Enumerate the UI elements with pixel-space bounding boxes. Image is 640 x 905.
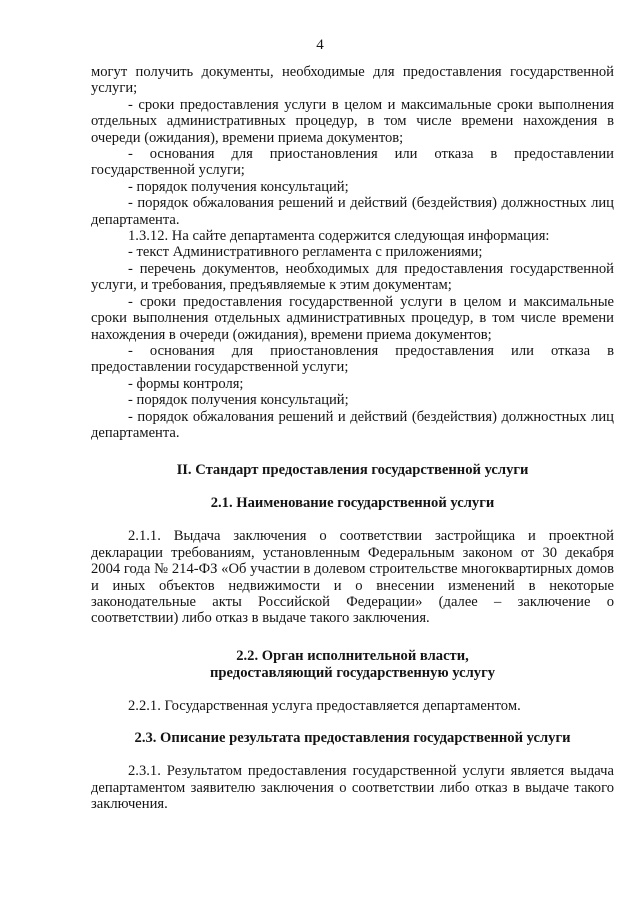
page-number: 4 xyxy=(316,37,324,53)
paragraph: - сроки предоставления государственной услуги в целом и максимальные сроки выполнения отдельных административных процедур, в том числе времени нахождения в очереди (ожидания), времени приема документов; xyxy=(91,293,614,343)
heading-2-3: 2.3. Описание результата предоставления государственной услуги xyxy=(134,730,571,747)
chapter-title: II. Стандарт предоставления государственной услуги xyxy=(176,462,529,479)
paragraph: - порядок обжалования решений и действий (бездействия) должностных лиц департамента. xyxy=(91,195,614,228)
paragraph: - перечень документов, необходимых для предоставления государственной услуги, и требования, предъявляемые к этим документам; xyxy=(91,260,614,294)
paragraph: - сроки предоставления услуги в целом и максимальные сроки выполнения отдельных административных процедур, в том числе времени нахождения в очереди (ожидания), времени приема документов; xyxy=(91,96,614,146)
heading-2-2-line1: 2.2. Орган исполнительной власти, xyxy=(236,647,469,664)
heading-2-2-line2: предоставляющий государственную услугу xyxy=(210,664,495,681)
paragraph-2-3-1: 2.3.1. Результатом предоставления государственной услуги является выдача департаментом заявителю заключения о соответствии либо отказ в выдаче такого заключения. xyxy=(91,763,614,812)
paragraph-2-2-1: 2.2.1. Государственная услуга предоставляется департаментом. xyxy=(128,697,521,714)
paragraph: - формы контроля; xyxy=(128,375,244,392)
paragraph: - основания для приостановления предоставления или отказа в предоставлении государственной услуги; xyxy=(91,342,614,376)
paragraph: - порядок получения консультаций; xyxy=(128,178,349,195)
paragraph: - текст Административного регламента с приложениями; xyxy=(128,244,483,261)
paragraph: - порядок обжалования решений и действий (бездействия) должностных лиц департамента. xyxy=(91,408,614,441)
paragraph: могут получить документы, необходимые для предоставления государственной услуги; xyxy=(91,64,614,97)
paragraph: 1.3.12. На сайте департамента содержится следующая информация: xyxy=(128,228,550,245)
paragraph: - основания для приостановления или отказа в предоставлении государственной услуги; xyxy=(91,146,614,179)
heading-2-1: 2.1. Наименование государственной услуги xyxy=(210,495,495,512)
paragraph: - порядок получения консультаций; xyxy=(128,392,349,409)
document-body xyxy=(91,64,614,812)
section-1-3-list xyxy=(91,64,614,441)
paragraph-2-1-1: 2.1.1. Выдача заключения о соответствии застройщика и проектной декларации требованиям, установленным Федеральным законом от 30 декабря 2004 года № 214-ФЗ «Об участии в долевом строительстве многоквартирных домов и иных объектов недвижимости и о внесении изменений в некоторые законодательные акты Российской Федерации» (далее – заключение о соответствии) либо отказ в выдаче такого заключения. xyxy=(91,528,614,627)
